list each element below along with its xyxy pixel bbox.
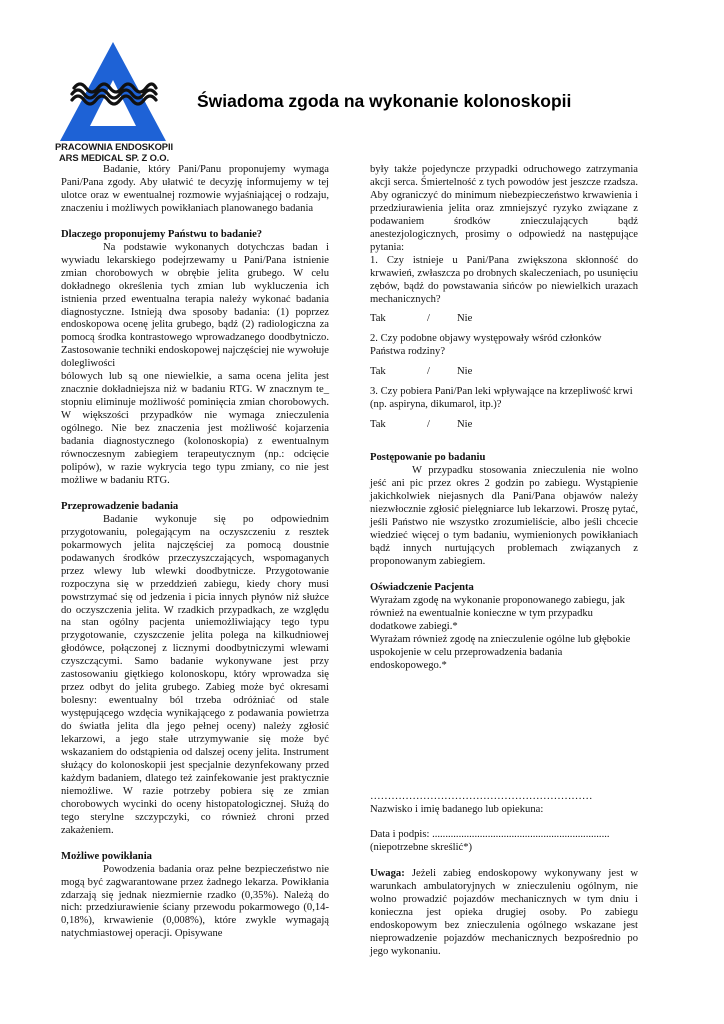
intro-paragraph: Badanie, który Pani/Panu proponujemy wymaga Pani/Pana zgody. Aby ułatwić te decyzję informujemy w tej ulotce oraz w ewentualnej rozmowie wyjaśniającej o rodzaju, znaczeniu i możliwych powikłaniach planowanego badania <box>61 164 329 214</box>
after-heading: Postępowanie po badaniu <box>370 452 486 464</box>
after-paragraph: W przypadku stosowania znieczulenia nie wolno jeść ani pic przez okres 2 godzin po zabiegu. Wystąpienie jakichkolwiek niejasnych dla Pani/Pana objawów należy niezwłocznie zgłosić pielęgniarce lub lekarzowi. Proszę pytać, jeśli Państwo nie wszystko zrozumieliście, albo jeśli chcecie wiedzieć więcej o tym badaniu, wymienionych powikłaniach bądź innych nurtujących problemach związanych z proponowanym zabiegiem. <box>370 465 638 567</box>
why-paragraph-1: Na podstawie wykonanych dotychczas badan i wywiadu lekarskiego podejrzewamy u Pani/Pana istnienie zmian chorobowych w obrębie jelita grubego. W celu dokładnego określenia tych zmian lub wykluczenia ich istnienia przed ewentualna terapia należy wykonać badania diagnostyczne. Istnieją dwa sposoby badania: (1) poprzez endoskopowa ocenę jelita grubego, bądź (2) radiologiczna za pomocą środka kontrastowego wprowadzanego doodbytniczo. Zastosowanie techniki endoskopowej najczęściej nie wywołuje dolegliwości <box>61 241 329 370</box>
document-title: Świadoma zgoda na wykonanie kolonoskopii <box>197 91 572 111</box>
date-signature-line[interactable]: Data i podpis: ................................................................... <box>370 829 610 841</box>
answer-2[interactable] <box>370 366 638 380</box>
statement-heading: Oświadczenie Pacjenta <box>370 581 474 593</box>
answer-no[interactable]: Nie <box>457 313 473 325</box>
complications-continued: były także pojedyncze przypadki odruchowego zatrzymania akcji serca. Śmiertelność z tych powodów jest jeszcze rzadsza. Aby ograniczyć do minimum niebezpieczeństwo krwawienia i przedziurawienia jelita oraz zmniejszyć ryzyko związane z podawaniem środków znieczulających bądź anestezjologicznych, prosimy o odpowiedź na następujące pytania: <box>370 164 638 253</box>
note-label: Uwaga: <box>370 868 405 880</box>
answer-separator: / <box>427 366 430 378</box>
answer-no[interactable]: Nie <box>457 366 473 378</box>
question-2: 2. Czy podobne objawy występowały wśród członków Państwa rodziny? <box>370 333 602 358</box>
answer-no[interactable]: Nie <box>457 419 473 431</box>
answer-yes[interactable]: Tak <box>370 313 386 325</box>
clinic-logo-icon <box>58 40 168 143</box>
signature-label: Nazwisko i imię badanego lub opiekuna: <box>370 803 544 815</box>
procedure-heading: Przeprowadzenie badania <box>61 500 179 512</box>
right-column <box>370 164 638 959</box>
why-heading: Dlaczego proponujemy Państwu to badanie? <box>61 228 263 240</box>
answer-separator: / <box>427 313 430 325</box>
logo-text-line1: PRACOWNIA ENDOSKOPII <box>55 141 173 152</box>
procedure-paragraph: Badanie wykonuje się po odpowiednim przygotowaniu, polegającym na oczyszczeniu z resztek pokarmowych jelita najczęściej za pomocą doustnie podawanych środków przeczyszczających, wspomaganych przez wlewy lub wlewki doodbytnicze. Przygotowanie rozpoczyna się w przeddzień zabiegu, kiedy chory musi powstrzymać się od jedzenia i picia innych płynów niż służce do oczyszczenia jelita. W rzadkich przypadkach, ze względu na stan ogólny pacjenta uniemożliwiający tego typu przygotowanie, czyszczenie jelita polega na kilkudniowej głodówce, połączonej z licznymi doodbytniczymi wlewami czyszczącymi. Samo badanie wykonywane jest przy zastosowaniu giętkiego kolonoskopu, który wprowadza się przez odbyt do jelita grubego. Zabieg może być okresami bolesny: ewentualny ból trzeba odróżniać od stale występującego wzdęcia wynikającego z podawania powietrza do światła jelita dla jego pełnej oceny) należy zgłosić lekarzowi, a jego stałe utrzymywanie się może być wskazaniem do odstąpienia od dalszej oceny jelita. Instrument służący do kolonoskopii jest specjalnie dezynfekowany przed każdym badaniem, dlatego też zainfekowanie jest praktycznie niemożliwe. W razie potrzeby pobiera się ze zmian chorobowych wycinki do oceny histopatologicznej. Służą do tego sterylne szczypczyki, co również chroni przed zakażeniem. <box>61 513 329 836</box>
statement-paragraph-1: Wyrażam zgodę na wykonanie proponowanego zabiegu, jak również na ewentualnie konieczne w tym przypadku dodatkowe zabiegi.* <box>370 594 625 632</box>
question-3: 3. Czy pobiera Pani/Pan leki wpływające na krzepliwość krwi (np. aspiryna, dikumarol, itp.)? <box>370 386 633 411</box>
signature-line[interactable]: ……………………………………………………… <box>370 790 593 802</box>
answer-yes[interactable]: Tak <box>370 419 386 431</box>
strike-note: (niepotrzebne skreślić*) <box>370 842 473 854</box>
answer-separator: / <box>427 419 430 431</box>
answer-3[interactable] <box>370 419 638 433</box>
answer-yes[interactable]: Tak <box>370 366 386 378</box>
question-1: 1. Czy istnieje u Pani/Pana zwiększona skłonność do krwawień, zwłaszcza po drobnych skaleczeniach, po usunięciu zębów, bądź do powstawania sińców po niewielkich urazach mechanicznych? <box>370 254 638 305</box>
complications-paragraph: Powodzenia badania oraz pełne bezpieczeństwo nie mogą być zagwarantowane przez żadnego lekarza. Powikłania zdarzają się jednak niezmiernie rzadko (0,35%). Należą do nich: przedziurawienie ściany przewodu pokarmowego (0,14-0,18%), krwawienie (0,008%), które zwykle wymagają natychmiastowej operacji. Opisywane <box>61 863 329 940</box>
answer-1[interactable] <box>370 313 638 327</box>
note-text: Jeżeli zabieg endoskopowy wykonywany jest w warunkach ambulatoryjnych w znieczuleniu ogólnym, nie wolno prowadzić pojazdów mechanicznych w tym dniu i koniecznа jest opieka drugiej osoby. Po zabiegu endoskopowym bez znieczulenia ogólnego wskazane jest nieprowadzenie pojazdów mechanicznych bezpośrednio po jego wykonaniu. <box>370 868 638 958</box>
logo-text-line2: ARS MEDICAL SP. Z O.O. <box>59 152 169 163</box>
complications-heading: Możliwe powikłania <box>61 850 152 862</box>
note-paragraph <box>370 868 638 959</box>
left-column <box>61 164 329 941</box>
statement-paragraph-2: Wyrażam również zgodę na znieczulenie ogólne lub głębokie uspokojenie w celu przeprowadzenia badania endoskopowego.* <box>370 633 631 671</box>
why-paragraph-2: bólowych lub są one niewielkie, a sama ocena jelita jest znacznie dokładniejsza niż w badaniu RTG. W znacznym te_ stopniu eliminuje możliwość pominięcia zmian chorobowych. W większości przypadków nie wymaga znieczulenia ogólnego. Nie bez znaczenia jest możliwość kojarzenia badania diagnostycznego (kolonoskopia) z ewentualnym równoczesnym zabiegiem terapeutycznym (np.: odcięcie polipów), w razie wykrycia tego typu zmiany, co nie jest możliwe w badaniu RTG. <box>61 371 329 486</box>
